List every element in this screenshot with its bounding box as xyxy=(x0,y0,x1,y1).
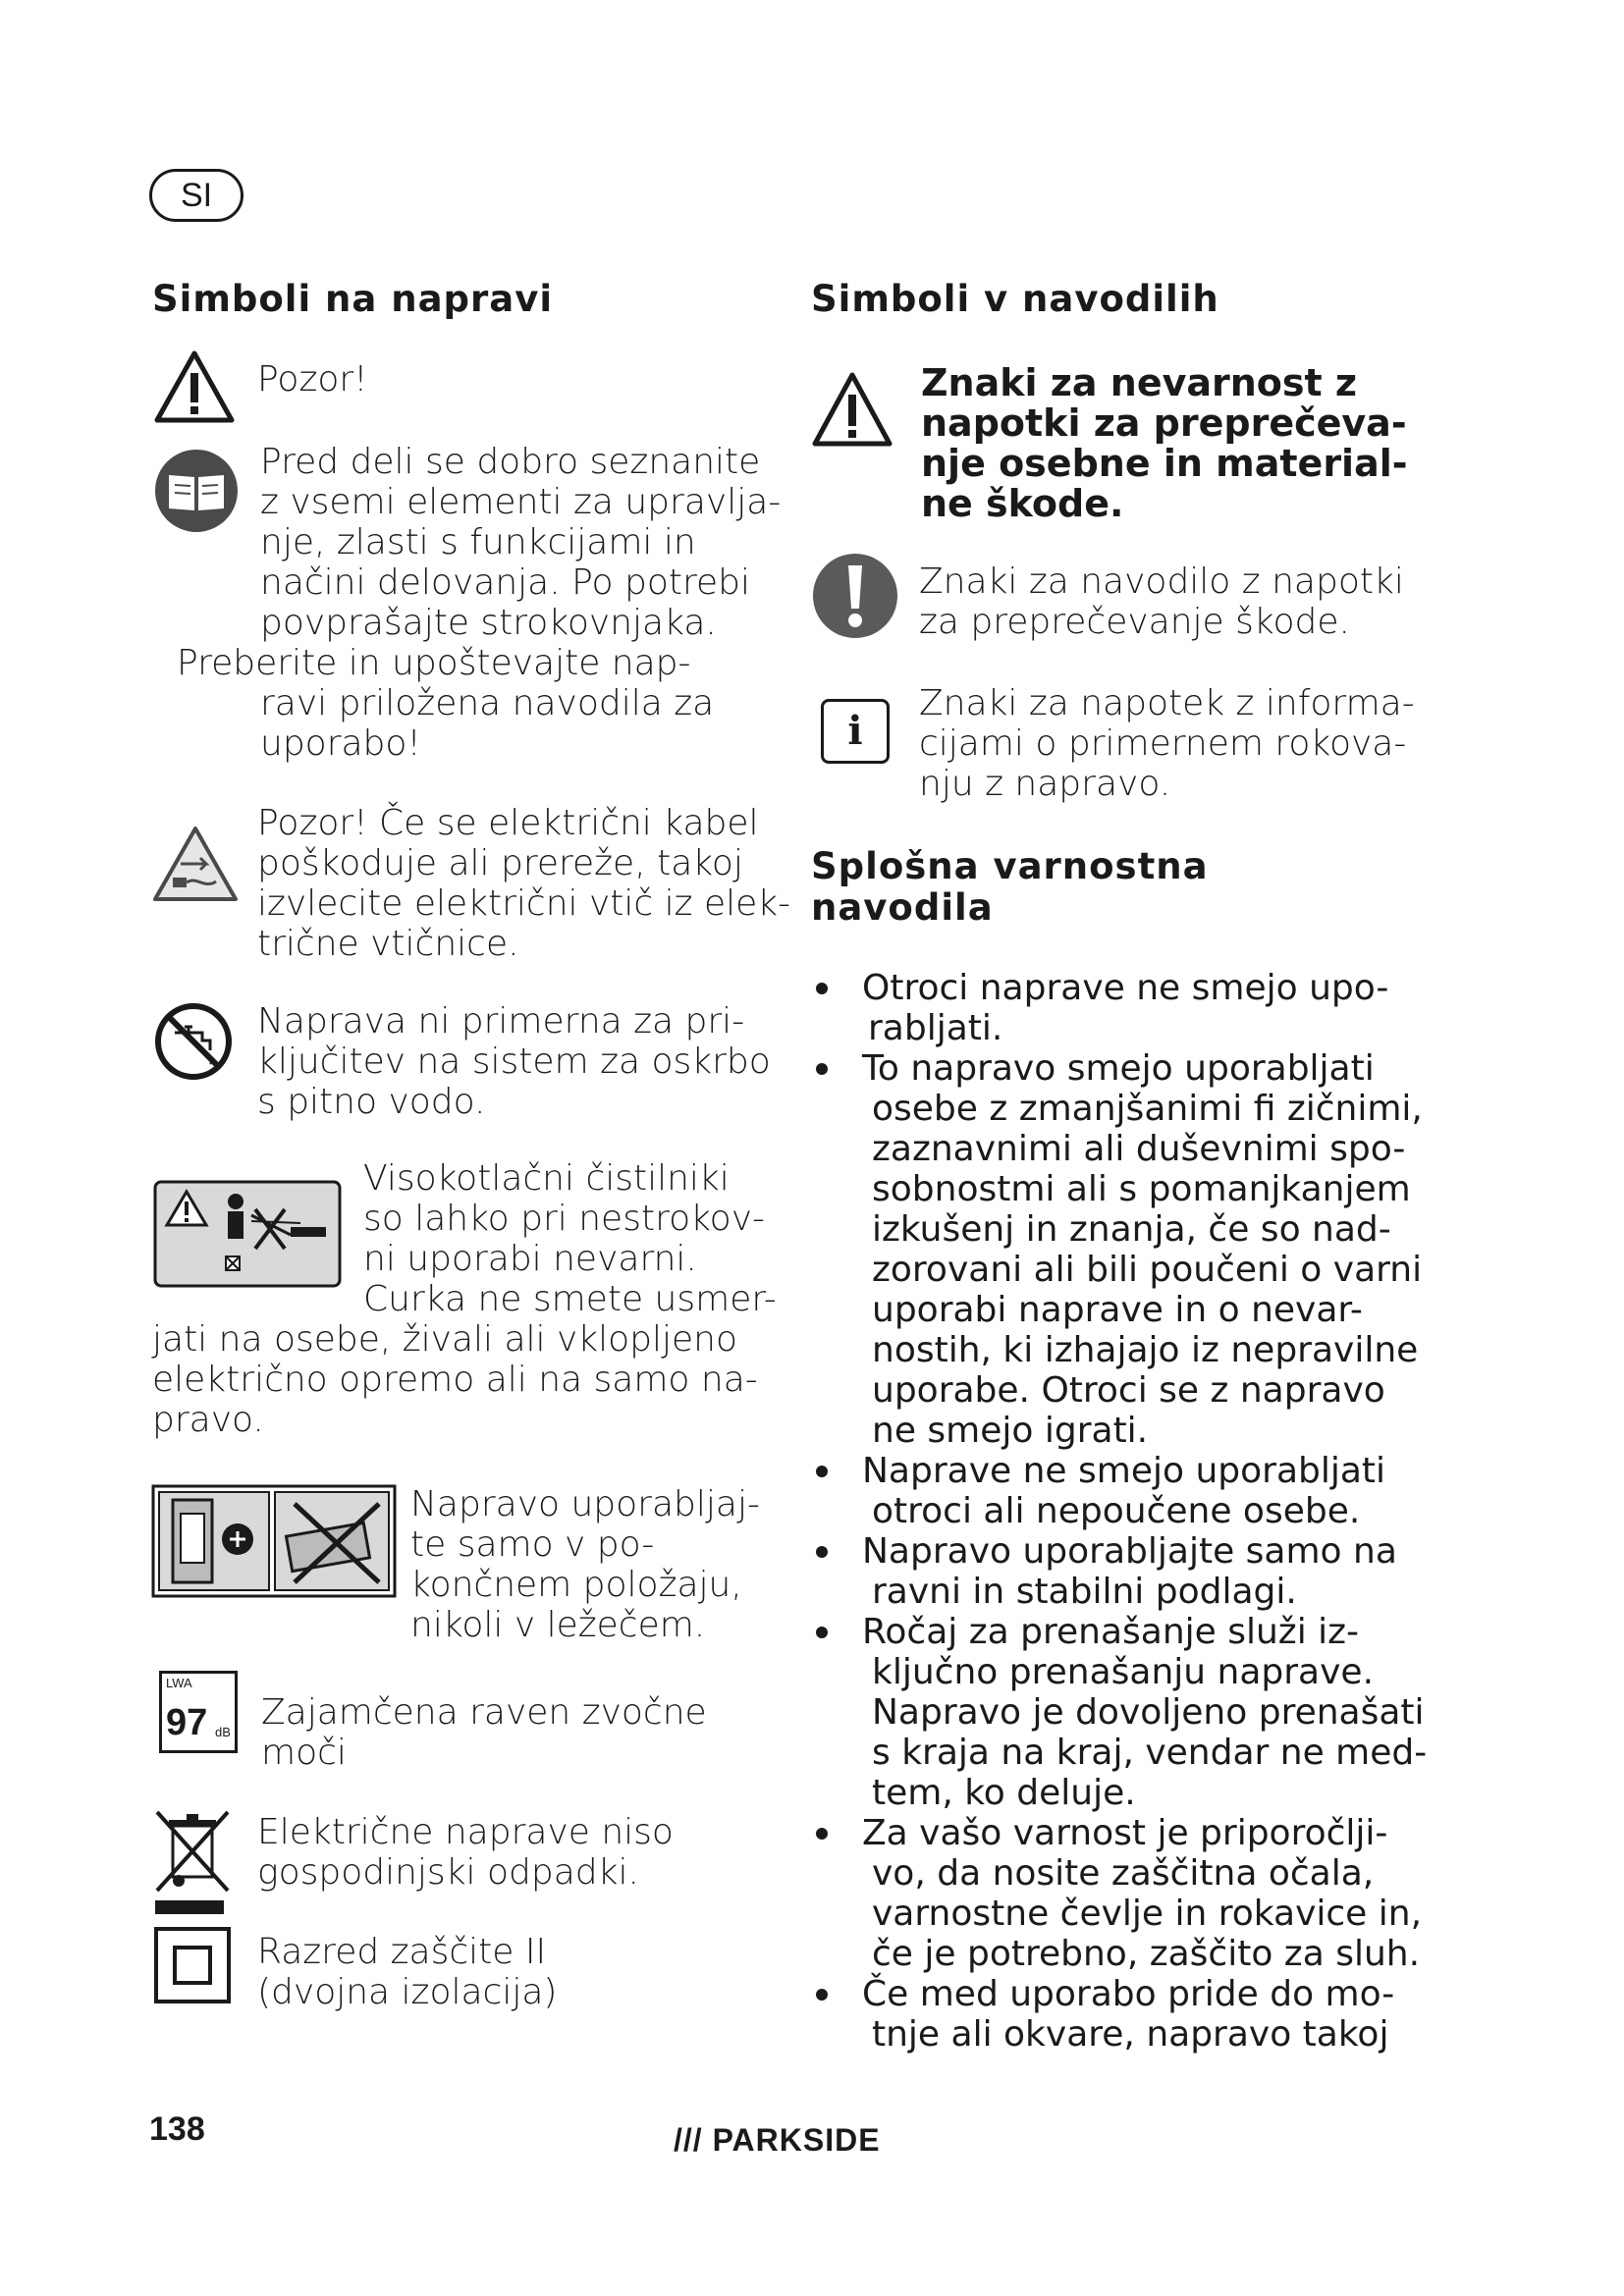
list-item: Za vašo varnost je priporočlji- vo, da nosite zaščitna očala, varnostne čevlje in rokavice in, če je potrebno, zaščito za sluh. xyxy=(862,1813,1427,1974)
noise-icon-unit: dB xyxy=(215,1725,231,1739)
bullet-dot xyxy=(816,983,828,994)
page-number: 138 xyxy=(149,2110,205,2148)
position-text: Napravo uporabljaj- te samo v po- končnem položaju, nikoli v ležečem. xyxy=(410,1484,760,1645)
weee-bin-icon xyxy=(153,1806,232,1895)
protection-class-ii-icon xyxy=(153,1926,232,2004)
info-icon-glyph: i xyxy=(847,708,863,754)
weee-text: Električne naprave niso gospodinjski odpadki. xyxy=(257,1812,674,1893)
operating-position-icon xyxy=(151,1484,397,1598)
list-item: Otroci naprave ne smejo upo- rabljati. xyxy=(862,968,1427,1048)
hazard-text: Znaki za nevarnost z napotki za preprečeva- nje osebne in material- ne škode. xyxy=(921,361,1408,525)
noise-text: Zajamčena raven zvočne moči xyxy=(261,1692,707,1773)
noise-icon-label: LWA xyxy=(166,1676,192,1690)
noise-level-icon xyxy=(159,1671,238,1753)
bullet-dot xyxy=(816,1828,828,1840)
manual-text: Pred deli se dobro seznanite z vsemi elementi za upravlja- nje, zlasti s funkcijami in načini delovanja. Po potrebi povprašajte strokovnjaka. Preberite in upoštevajte nap- ravi priložena navodila za uporabo! xyxy=(177,442,782,764)
bullet-dot xyxy=(816,1989,828,2001)
notice-exclamation-icon xyxy=(811,552,899,640)
safety-heading: Splošna varnostna navodila xyxy=(811,845,1209,929)
weee-underline-bar xyxy=(155,1900,224,1914)
read-manual-icon xyxy=(153,448,240,534)
warning-triangle-icon xyxy=(153,349,236,424)
caution-text: Pozor! xyxy=(257,359,368,400)
bullet-dot xyxy=(816,1466,828,1477)
brand-logo: /// PARKSIDE xyxy=(674,2122,881,2158)
info-icon xyxy=(821,699,890,764)
list-item: Če med uporabo pride do mo- tnje ali okvare, napravo takoj xyxy=(862,1974,1427,2055)
highpressure-text-bottom: jati na osebe, živali ali vklopljeno električno opremo ali na samo na- pravo. xyxy=(152,1319,758,1440)
safety-bullet-list xyxy=(862,968,1427,2055)
list-item: To napravo smejo uporabljati osebe z zmanjšanimi fi zičnimi, zaznavnimi ali duševnimi spo- sobnostmi ali s pomanjkanjem izkušenj in znanja, če so nad- zorovani ali bili poučeni o varni uporabi naprave in o nevar- nostih, ki izhajajo iz nepravilne uporabe. Otroci se z napravo ne smejo igrati. xyxy=(862,1048,1427,1451)
highpressure-text-top: Visokotlačni čistilniki so lahko pri nestrokov- ni uporabi nevarni. Curka ne smete usmer- xyxy=(363,1158,777,1319)
hazard-triangle-icon xyxy=(811,371,893,448)
water-text: Naprava ni primerna za pri- ključitev na sistem za oskrbo s pitno vodo. xyxy=(257,1001,771,1122)
notice-text: Znaki za navodilo z napotki za preprečevanje škode. xyxy=(919,561,1404,642)
no-drinking-water-icon xyxy=(153,1001,234,1082)
right-heading: Simboli v navodilih xyxy=(811,278,1219,320)
list-item: Naprave ne smejo uporabljati otroci ali nepoučene osebe. xyxy=(862,1451,1427,1531)
cable-damage-icon xyxy=(151,825,240,903)
bullet-dot xyxy=(816,1546,828,1558)
left-heading: Simboli na napravi xyxy=(152,278,554,320)
language-badge: SI xyxy=(149,169,244,222)
noise-icon-value: 97 xyxy=(166,1702,208,1743)
list-item: Napravo uporabljajte samo na ravni in stabilni podlagi. xyxy=(862,1531,1427,1612)
bullet-dot xyxy=(816,1063,828,1075)
cable-text: Pozor! Če se električni kabel poškoduje ali prereže, takoj izvlecite električni vtič iz elek- trične vtičnice. xyxy=(257,803,791,964)
info-text: Znaki za napotek z informa- cijami o primernem rokova- nju z napravo. xyxy=(919,683,1415,804)
bullet-dot xyxy=(816,1627,828,1638)
list-item: Ročaj za prenašanje služi iz- ključno prenašanju naprave. Napravo je dovoljeno prenašati s kraja na kraj, vendar ne med- tem, ko deluje. xyxy=(862,1612,1427,1813)
class2-text: Razred zaščite II (dvojna izolacija) xyxy=(257,1932,558,2012)
high-pressure-danger-icon xyxy=(153,1180,342,1288)
